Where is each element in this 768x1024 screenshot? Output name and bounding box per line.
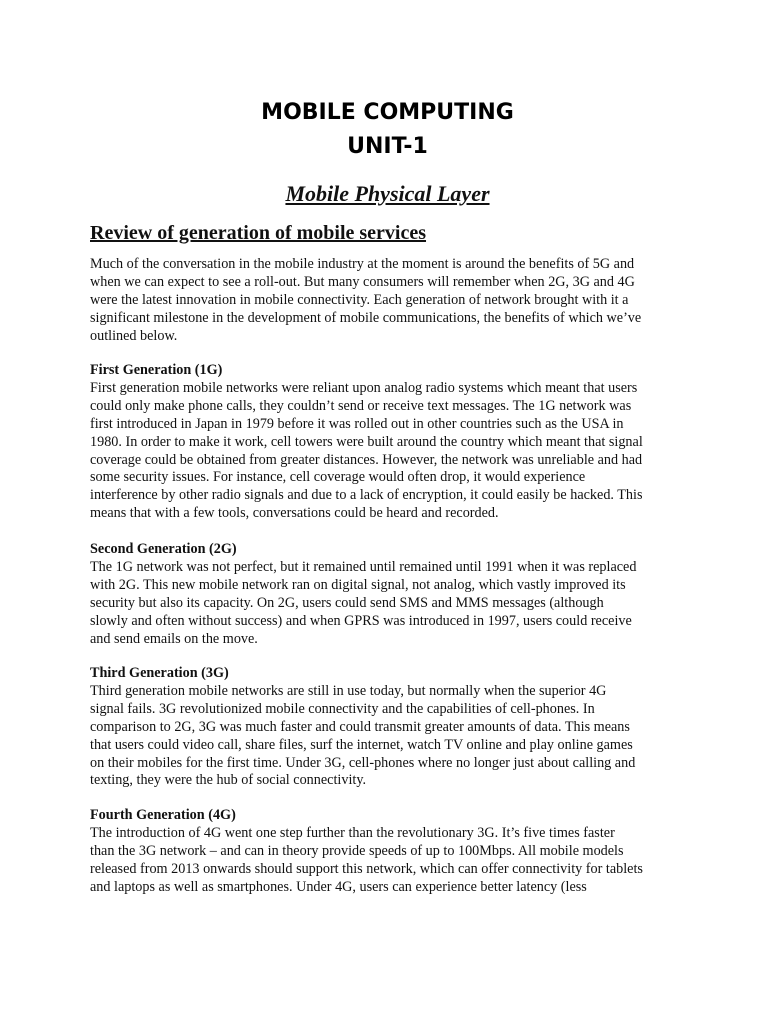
section-heading: Review of generation of mobile services: [90, 222, 427, 244]
intro-paragraph: [90, 256, 690, 346]
paragraph-line: slowly and often without success) and when GPRS was introduced in 1997, users could receive: [90, 612, 632, 629]
third-generation-heading: Third Generation (3G): [90, 665, 229, 681]
paragraph-line: that users could video call, share files, surf the internet, watch TV online and play online games: [90, 736, 633, 753]
paragraph-line: 1980. In order to make it work, cell towers were built around the country which meant that signal: [90, 433, 643, 450]
document-title: MOBILE COMPUTING: [261, 100, 514, 125]
paragraph-line: and send emails on the move.: [90, 630, 258, 647]
intro-line: were the latest innovation in mobile connectivity. Each generation of network brought with it a: [90, 291, 629, 308]
paragraph-line: The introduction of 4G went one step further than the revolutionary 3G. It’s five times faster: [90, 824, 615, 841]
paragraph-line: The 1G network was not perfect, but it remained until remained until 1991 when it was replaced: [90, 558, 637, 575]
paragraph-line: released from 2013 onwards should support this network, which can offer connectivity for tablets: [90, 860, 643, 877]
paragraph-line: signal fails. 3G revolutionized mobile connectivity and the capabilities of cell-phones. In: [90, 700, 595, 717]
paragraph-line: than the 3G network – and can in theory provide speeds of up to 100Mbps. All mobile models: [90, 842, 624, 859]
intro-line: outlined below.: [90, 327, 178, 344]
second-generation-heading: Second Generation (2G): [90, 541, 237, 557]
paragraph-line: means that with a few tools, conversations could be heard and recorded.: [90, 505, 499, 522]
paragraph-line: on their mobiles for the first time. Under 3G, cell-phones where no longer just about calling and: [90, 754, 636, 771]
paragraph-line: comparison to 2G, 3G was much faster and could transmit greater amounts of data. This means: [90, 718, 630, 735]
paragraph-line: texting, they were the hub of social connectivity.: [90, 772, 367, 789]
unit-title: UNIT-1: [347, 134, 428, 159]
first-generation-section: [90, 362, 690, 523]
fourth-generation-heading: Fourth Generation (4G): [90, 807, 236, 823]
paragraph-line: interference by other radio signals and due to a lack of encryption, it could easily be hacked. This: [90, 487, 643, 504]
paragraph-line: some security issues. For instance, cell coverage would often drop, it would experience: [90, 469, 586, 486]
paragraph-line: security but also its capacity. On 2G, users could send SMS and MMS messages (although: [90, 594, 604, 611]
paragraph-line: coverage could be obtained from greater distances. However, the network was unreliable and had: [90, 451, 643, 468]
paragraph-line: and laptops as well as smartphones. Under 4G, users can experience better latency (less: [90, 878, 587, 895]
first-generation-heading: First Generation (1G): [90, 362, 223, 378]
third-generation-section: [90, 665, 690, 790]
paragraph-line: first introduced in Japan in 1979 before it was rolled out in other countries such as the USA in: [90, 415, 624, 432]
paragraph-line: could only make phone calls, they couldn’t send or receive text messages. The 1G network was: [90, 397, 632, 414]
paragraph-line: with 2G. This new mobile network ran on digital signal, not analog, which vastly improved its: [90, 576, 626, 593]
paragraph-line: First generation mobile networks were reliant upon analog radio systems which meant that users: [90, 379, 638, 396]
paragraph-line: Third generation mobile networks are still in use today, but normally when the superior 4G: [90, 682, 607, 699]
intro-line: when we can expect to see a roll-out. But many consumers will remember when 2G, 3G and 4G: [90, 273, 635, 290]
second-generation-section: [90, 541, 690, 648]
intro-line: significant milestone in the development of mobile communications, the benefits of which we’ve: [90, 309, 642, 326]
subtitle: Mobile Physical Layer: [285, 181, 490, 206]
fourth-generation-section: [90, 807, 690, 897]
intro-line: Much of the conversation in the mobile industry at the moment is around the benefits of 5G and: [90, 256, 635, 272]
